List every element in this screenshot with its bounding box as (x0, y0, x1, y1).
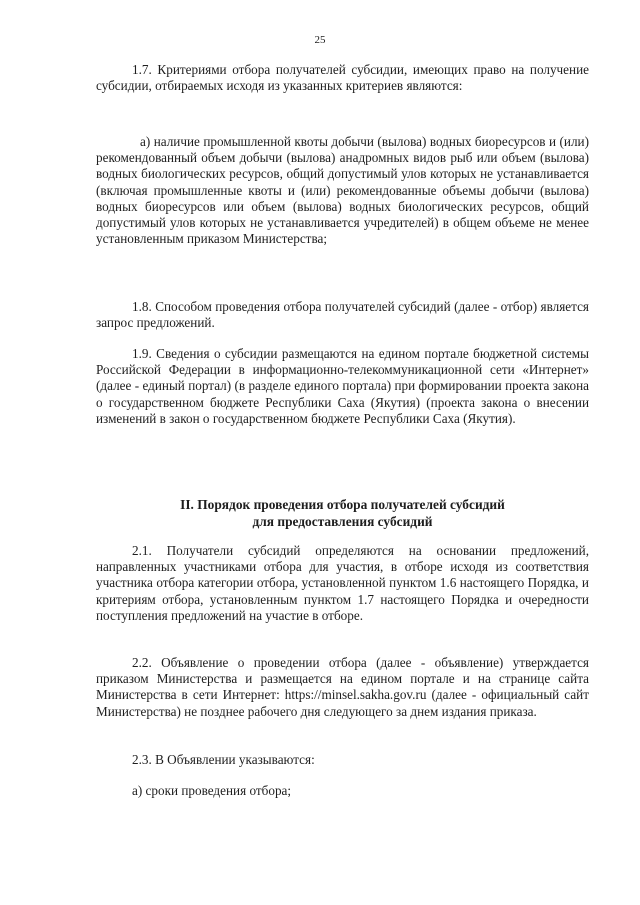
section-heading-line-1: II. Порядок проведения отбора получателей субсидий (180, 497, 505, 512)
paragraph-1-8: 1.8. Способом проведения отбора получателей субсидий (далее - отбор) является запрос предложений. (96, 299, 589, 331)
paragraph-2-2: 2.2. Объявление о проведении отбора (далее - объявление) утверждается приказом Министерства и размещается на едином портале и на странице сайта Министерства в сети Интернет: https://minsel.sakha.gov.ru (далее - официальный сайт Министерства) не позднее рабочего дня следующего за днем издания приказа. (96, 655, 589, 719)
paragraph-2-3: 2.3. В Объявлении указываются: (132, 752, 315, 767)
paragraph-1-9: 1.9. Сведения о субсидии размещаются на едином портале бюджетной системы Российской Федерации в информационно-телекоммуникационной сети «Интернет» (далее - единый портал) (в разделе единого портала) при формировании проекта закона о государственном бюджете Республики Саха (Якутия) (проекта закона о внесении изменений в закон о государственном бюджете Республики Саха (Якутия). (96, 346, 589, 426)
section-heading-line-2: для предоставления субсидий (252, 514, 433, 529)
page-number: 25 (314, 34, 326, 46)
paragraph-2-1: 2.1. Получатели субсидий определяются на основании предложений, направленных участниками отбора для участия, в отборе исходя из соответствия участника отбора категории отбора, установленной пунктом 1.6 настоящего Порядка, и критериям отбора, установленным пунктом 1.7 настоящего Порядка и очередности поступления предложений на участие в отборе. (96, 543, 589, 623)
section-heading (96, 496, 589, 530)
paragraph-list-a: а) сроки проведения отбора; (132, 783, 292, 798)
paragraph-1-7: 1.7. Критериями отбора получателей субсидии, имеющих право на получение субсидии, отбираемых исходя из указанных критериев являются: (96, 62, 589, 94)
paragraph-criteria-a: а) наличие промышленной квоты добычи (вылова) водных биоресурсов и (или) рекомендованный объем добычи (вылова) анадромных видов рыб или объем (вылова) водных биологических ресурсов, общий допустимый улов которых не устанавливается (включая промышленные квоты и (или) рекомендованные объемы добычи (вылова) водных биоресурсов или объем (вылова) водных биологических ресурсов, общий допустимый улов которых не устанавливается учредителей) в общем объеме не менее установленным приказом Министерства; (96, 134, 589, 247)
